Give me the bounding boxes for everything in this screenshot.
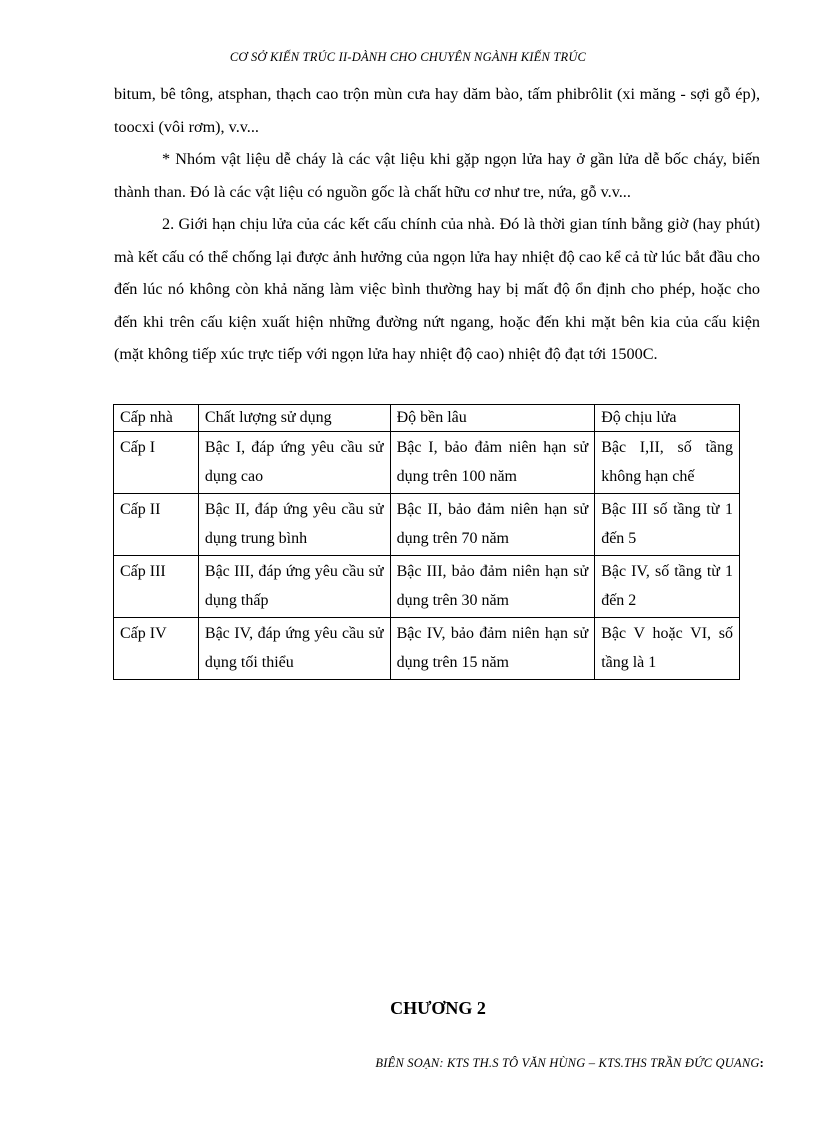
table-cell: Bậc IV, bảo đảm niên hạn sử dụng trên 15 năm xyxy=(390,618,595,680)
header-cell-building-grade: Cấp nhà xyxy=(114,405,199,432)
paragraph-fire-resistance-limit: 2. Giới hạn chịu lửa của các kết cấu chính của nhà. Đó là thời gian tính bằng giờ (hay phút) mà kết cấu có thể chống lại được ảnh hưởng của ngọn lửa hay nhiệt độ cao kể cả từ lúc bắt đầu cho đến lúc nó không còn khả năng làm việc bình thường hay bị mất độ ổn định cho phép, hoặc cho đến khi trên cấu kiện xuất hiện những đường nứt ngang, hoặc đến khi mặt bên kia của cấu kiện (mặt không tiếp xúc trực tiếp với ngọn lửa hay nhiệt độ cao) nhiệt độ đạt tới 1500C. xyxy=(114,215,760,363)
footer-colon: : xyxy=(759,1056,764,1070)
table-cell: Bậc IV, đáp ứng yêu cầu sử dụng tối thiểu xyxy=(198,618,390,680)
table-cell: Bậc IV, số tầng từ 1 đến 2 xyxy=(595,556,740,618)
table-cell: Cấp IV xyxy=(114,618,199,680)
table-cell: Bậc II, đáp ứng yêu cầu sử dụng trung bình xyxy=(198,494,390,556)
table-row xyxy=(114,618,740,680)
header-cell-durability: Độ bền lâu xyxy=(390,405,595,432)
page-footer xyxy=(375,1056,764,1071)
table-header-row xyxy=(114,405,740,432)
table-cell: Bậc I, bảo đảm niên hạn sử dụng trên 100 năm xyxy=(390,432,595,494)
table-cell: Bậc I, đáp ứng yêu cầu sử dụng cao xyxy=(198,432,390,494)
table-cell: Cấp II xyxy=(114,494,199,556)
table-cell: Bậc V hoặc VI, số tầng là 1 xyxy=(595,618,740,680)
building-grade-table xyxy=(113,404,740,680)
table-cell: Cấp III xyxy=(114,556,199,618)
table-cell: Bậc II, bảo đảm niên hạn sử dụng trên 70 năm xyxy=(390,494,595,556)
header-cell-fire-resistance: Độ chịu lửa xyxy=(595,405,740,432)
paragraph-flammable-materials: * Nhóm vật liệu dễ cháy là các vật liệu khi gặp ngọn lửa hay ở gần lửa dễ bốc cháy, biến thành than. Đó là các vật liệu có nguồn gốc là chất hữu cơ như tre, nứa, gỗ v.v... xyxy=(114,150,760,201)
table-cell: Cấp I xyxy=(114,432,199,494)
table-row xyxy=(114,556,740,618)
page-header: CƠ SỞ KIẾN TRÚC II-DÀNH CHO CHUYÊN NGÀNH KIẾN TRÚC xyxy=(229,50,587,64)
table-row xyxy=(114,494,740,556)
table-row xyxy=(114,432,740,494)
paragraph-materials-continued: bitum, bê tông, atsphan, thạch cao trộn mùn cưa hay dăm bào, tấm phibrôlit (xi măng - sợi gỗ ép), toocxi (vôi rơm), v.v... xyxy=(114,85,760,136)
table-cell: Bậc III, đáp ứng yêu cầu sử dụng thấp xyxy=(198,556,390,618)
header-cell-usage-quality: Chất lượng sử dụng xyxy=(198,405,390,432)
footer-authors: BIÊN SOẠN: KTS TH.S TÔ VĂN HÙNG – KTS.THS TRẦN ĐỨC QUANG xyxy=(375,1056,760,1070)
body-text xyxy=(114,78,760,371)
table-cell: Bậc III, bảo đảm niên hạn sử dụng trên 30 năm xyxy=(390,556,595,618)
table-cell: Bậc I,II, số tầng không hạn chế xyxy=(595,432,740,494)
table-cell: Bậc III số tầng từ 1 đến 5 xyxy=(595,494,740,556)
chapter-title: CHƯƠNG 2 xyxy=(390,998,486,1018)
